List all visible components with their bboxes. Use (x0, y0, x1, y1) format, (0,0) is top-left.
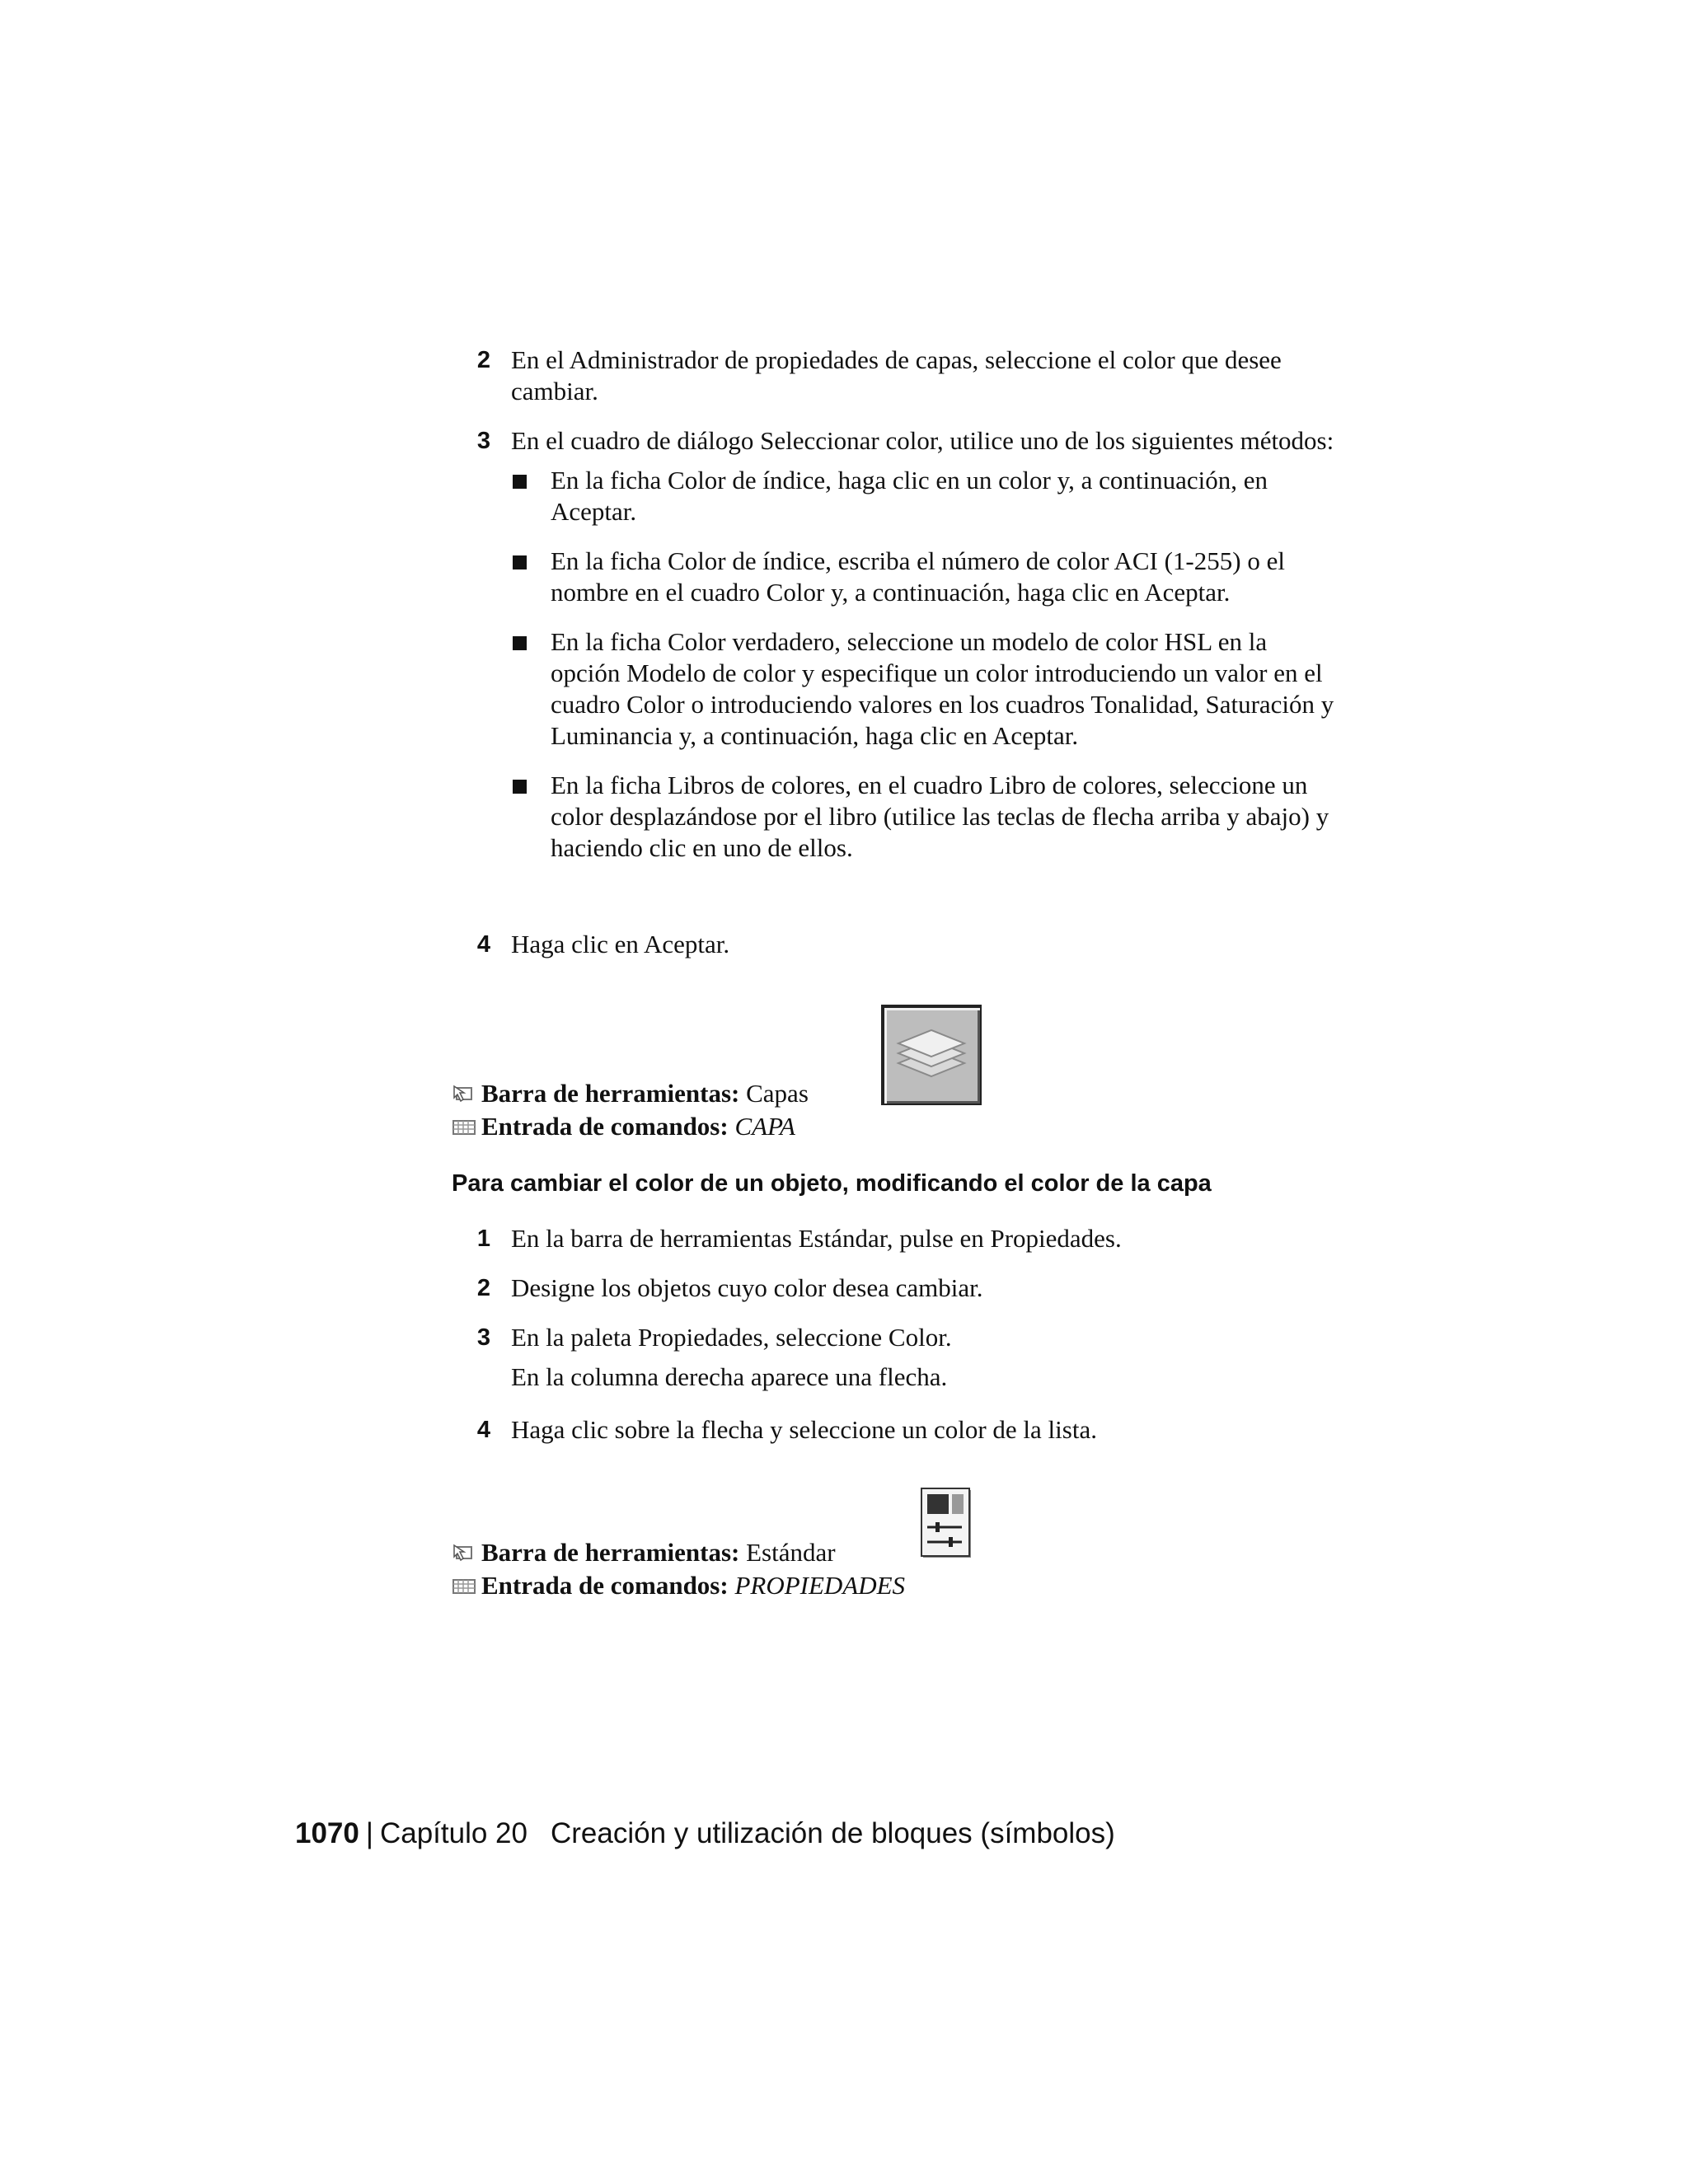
procedure-heading: Para cambiar el color de un objeto, modificando el color de la capa (452, 1170, 1212, 1197)
properties-icon (921, 1488, 973, 1560)
step-item (466, 425, 1339, 864)
step-number: 4 (476, 1417, 490, 1443)
command-label: Entrada de comandos: (481, 1571, 729, 1600)
step-number: 4 (476, 931, 490, 958)
command-value: CAPA (734, 1112, 795, 1141)
step-text: En el cuadro de diálogo Seleccionar color, utilice uno de los siguientes métodos: (511, 426, 1334, 455)
step-text: En la paleta Propiedades, seleccione Color. (511, 1323, 952, 1352)
step-item (466, 344, 1339, 407)
bullet-text: En la ficha Color verdadero, seleccione un modelo de color HSL en la opción Modelo de color y especifique un color introduciendo un valor en el cuadro Color o introduciendo valores en los cuadros Tonalidad, Saturación y Luminancia y, a continuación, haga clic en Aceptar. (551, 627, 1334, 750)
step-text: En la barra de herramientas Estándar, pulse en Propiedades. (511, 1224, 1122, 1253)
bullet-square-icon (513, 475, 527, 489)
step-subtext: En la columna derecha aparece una flecha. (511, 1362, 948, 1391)
toolbar-label: Barra de herramientas: (481, 1538, 740, 1567)
footer-separator: | (365, 1817, 373, 1849)
step-text: Haga clic en Aceptar. (511, 930, 730, 958)
toolbar-pointer-icon (452, 1085, 476, 1104)
keyboard-icon (452, 1577, 476, 1596)
steps-list-2b (466, 1272, 1339, 1304)
step-number: 2 (476, 1275, 490, 1301)
bullet-text: En la ficha Color de índice, escriba el número de color ACI (1-255) o el nombre en el cuadro Color y, a continuación, haga clic en Aceptar. (551, 546, 1285, 607)
bullet-item (511, 770, 1339, 864)
page-number: 1070 (295, 1817, 359, 1849)
page-footer (295, 1817, 1115, 1850)
bullet-square-icon (513, 555, 527, 569)
step-number: 2 (476, 347, 490, 373)
toolbar-value: Capas (746, 1079, 809, 1108)
chapter-title: Creación y utilización de bloques (símbolos) (551, 1817, 1115, 1849)
bullet-item (511, 465, 1339, 527)
steps-list-1 (466, 344, 1339, 407)
step-item (466, 1272, 1339, 1304)
layers-icon (880, 1004, 982, 1106)
properties-toolbar-button[interactable] (921, 1488, 973, 1564)
step-text: Haga clic sobre la flecha y seleccione un color de la lista. (511, 1415, 1097, 1444)
steps-list-1c (466, 929, 1339, 960)
toolbar-value: Estándar (746, 1538, 836, 1567)
step-item (466, 1223, 1339, 1254)
bullet-square-icon (513, 636, 527, 650)
bullet-square-icon (513, 780, 527, 794)
command-label: Entrada de comandos: (481, 1112, 729, 1141)
step-text: Designe los objetos cuyo color desea cambiar. (511, 1273, 983, 1302)
toolbar-pointer-icon (452, 1544, 476, 1563)
bullet-text: En la ficha Libros de colores, en el cuadro Libro de colores, seleccione un color desplazándose por el libro (utilice las teclas de flecha arriba y abajo) y haciendo clic en uno de ellos. (551, 771, 1329, 862)
steps-list-2 (466, 1223, 1339, 1254)
step-item (466, 929, 1339, 960)
command-reference (452, 1110, 795, 1143)
step-number: 1 (476, 1226, 490, 1252)
command-reference (452, 1569, 905, 1602)
steps-list-2c (466, 1322, 1339, 1393)
steps-list-1b (466, 425, 1339, 882)
toolbar-reference (452, 1077, 809, 1110)
toolbar-reference (452, 1536, 836, 1569)
toolbar-label: Barra de herramientas: (481, 1079, 740, 1108)
chapter-label: Capítulo 20 (379, 1817, 528, 1849)
step-item (466, 1414, 1339, 1446)
bullet-text: En la ficha Color de índice, haga clic en un color y, a continuación, en Aceptar. (551, 466, 1268, 526)
step-number: 3 (476, 1324, 490, 1351)
bullet-item (511, 626, 1339, 752)
step-text: En el Administrador de propiedades de capas, seleccione el color que desee cambiar. (511, 345, 1282, 405)
bullet-list (511, 465, 1339, 864)
keyboard-icon (452, 1118, 476, 1137)
step-item (466, 1322, 1339, 1393)
layers-toolbar-button[interactable] (880, 1004, 982, 1110)
command-value: PROPIEDADES (734, 1571, 906, 1600)
bullet-item (511, 546, 1339, 608)
step-number: 3 (476, 428, 490, 454)
steps-list-2d (466, 1414, 1339, 1446)
